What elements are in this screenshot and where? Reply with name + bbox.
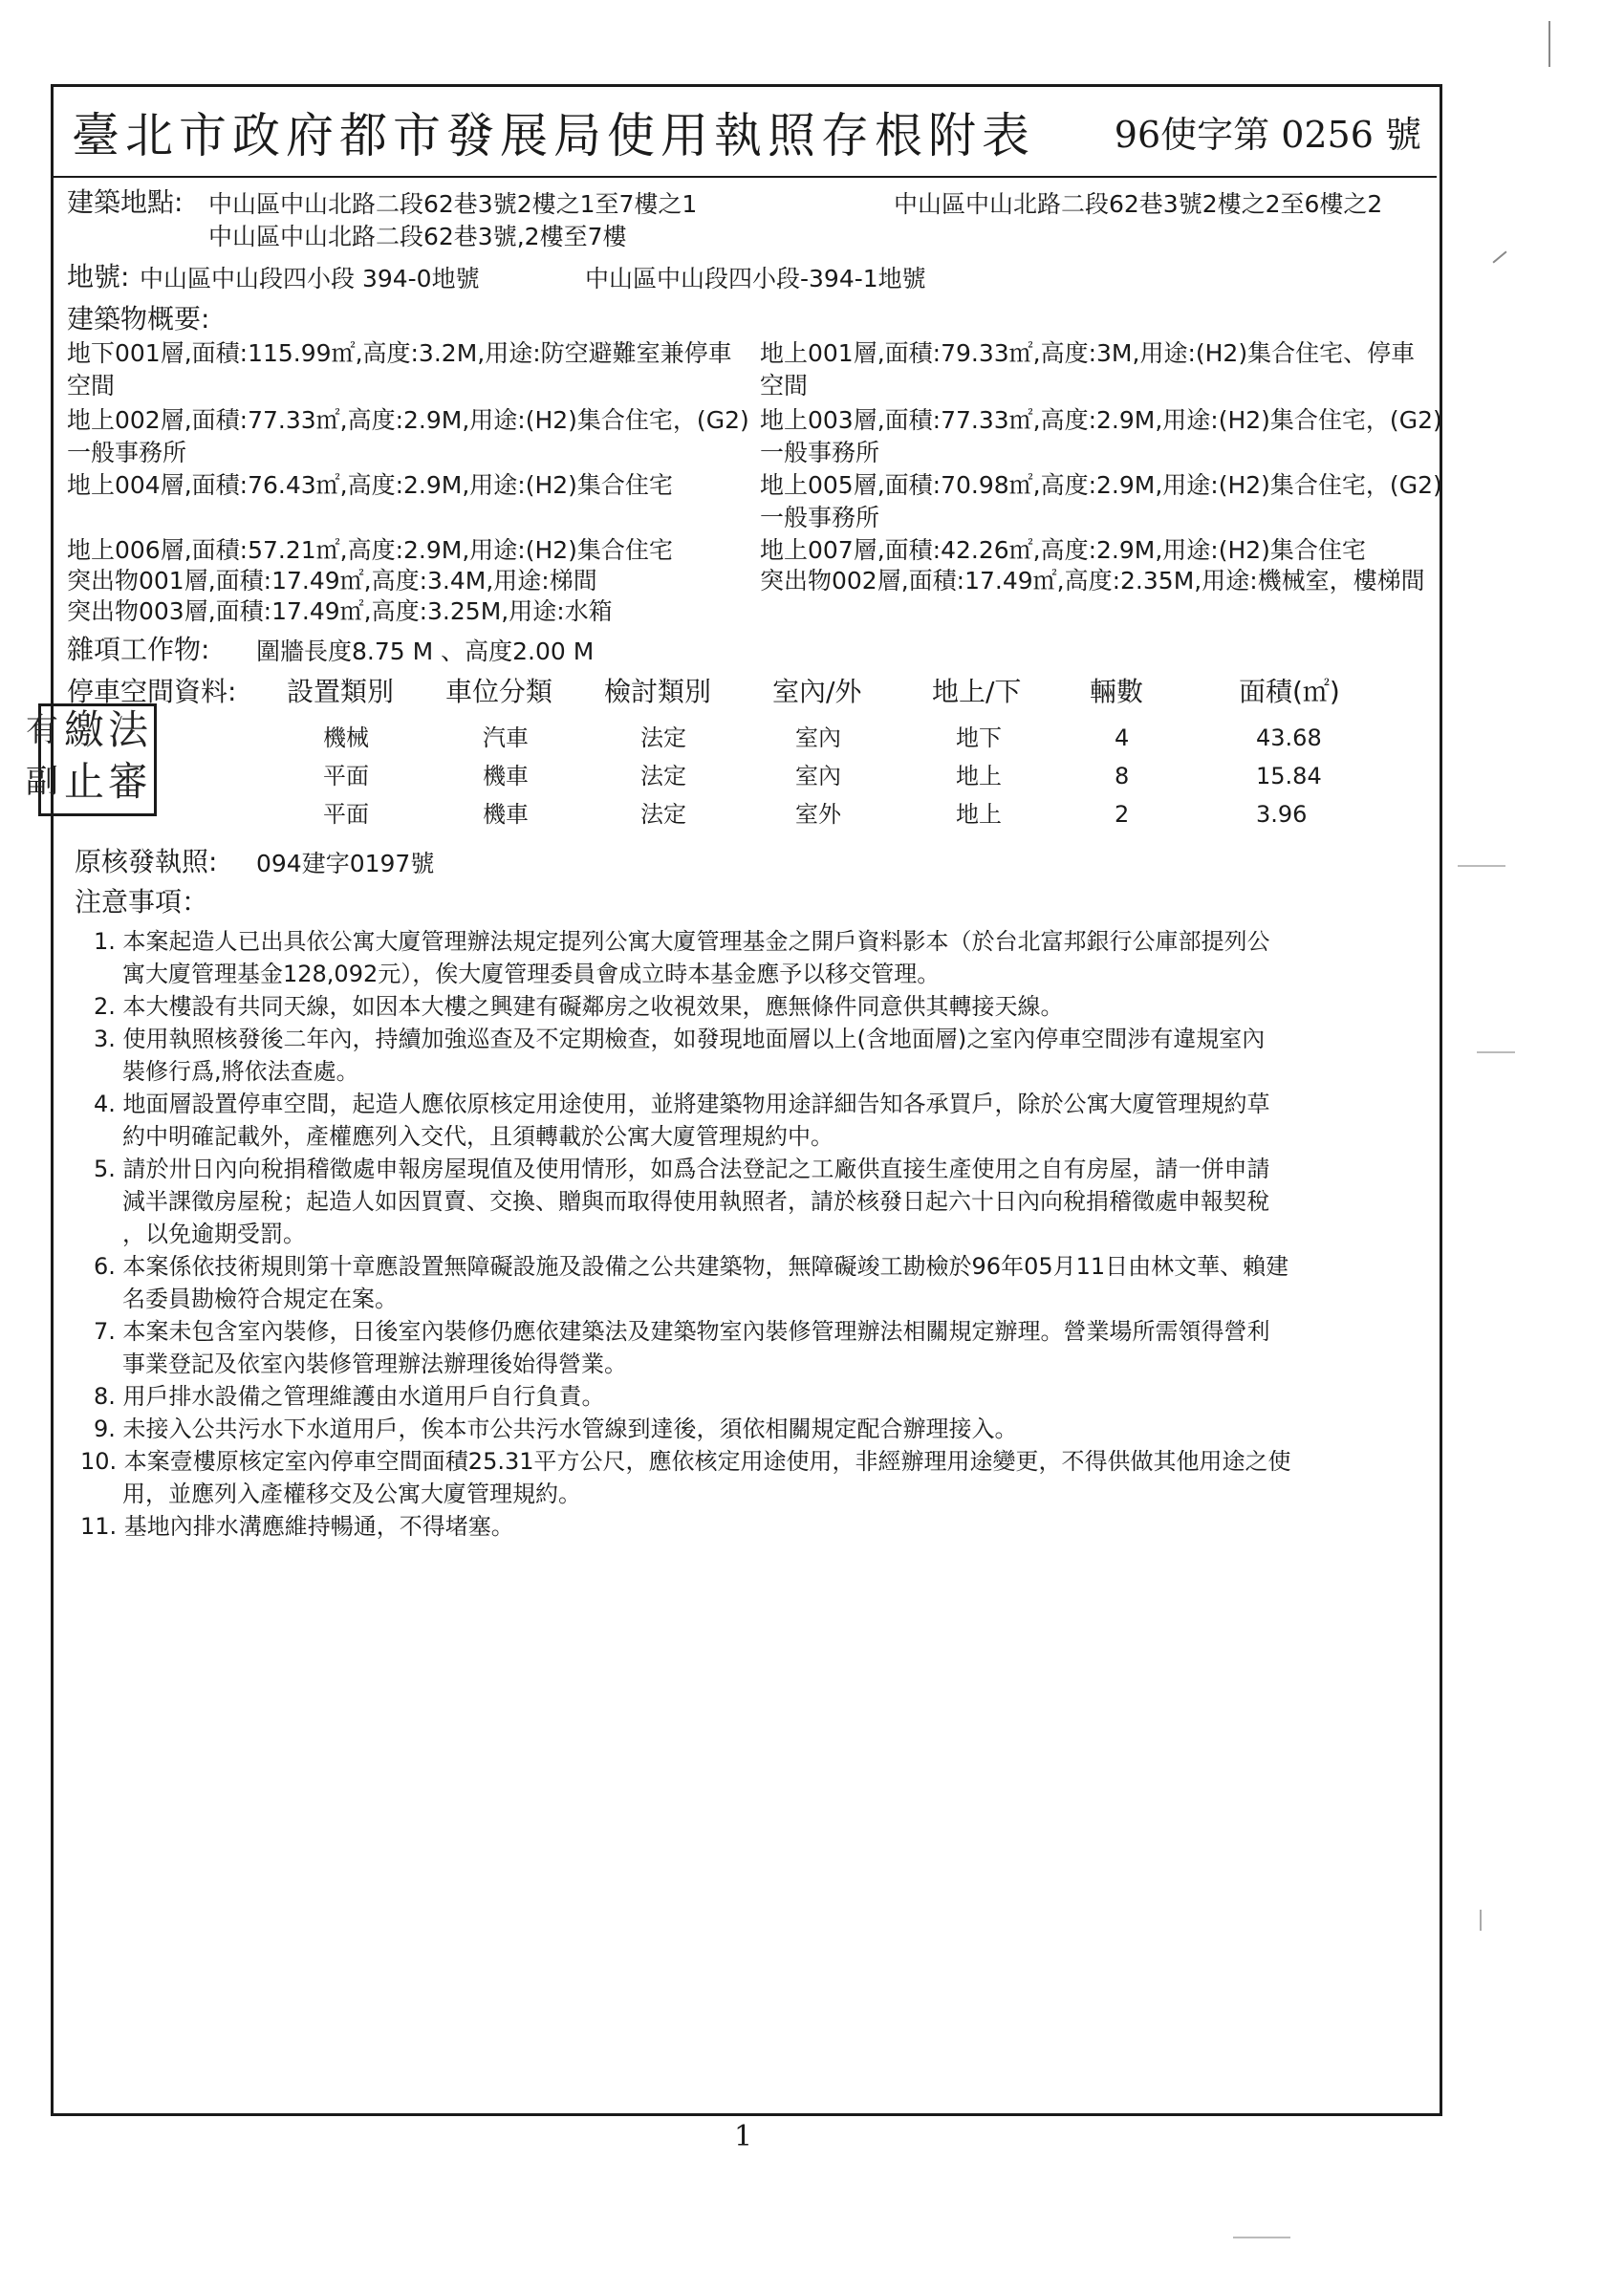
note-line: 11. 基地內排水溝應維持暢通，不得堵塞。 bbox=[80, 1513, 514, 1540]
stamp-char-5: 有 bbox=[26, 711, 58, 749]
parking-row-1-level: 地下 bbox=[956, 724, 1002, 751]
note-line: 9. 未接入公共污水下水道用戶，俟本市公共污水管線到達後，須依相關規定配合辦理接入。 bbox=[94, 1416, 1018, 1442]
site-address-3: 中山區中山北路二段62巷3號,2樓至7樓 bbox=[208, 223, 627, 250]
stamp-char-4: 止 bbox=[64, 758, 105, 805]
parking-row-1-area: 43.68 bbox=[1256, 724, 1322, 751]
parking-row-1-indoor: 室內 bbox=[795, 724, 841, 751]
floor-2-line-2: 一般事務所 bbox=[67, 439, 187, 466]
note-line: 寓大廈管理基金128,092元），俟大廈管理委員會成立時本基金應予以移交管理。 bbox=[122, 961, 941, 987]
note-line: 10. 本案壹樓原核定室內停車空間面積25.31平方公尺，應依核定用途使用，非經辦理用途變更，不得供做其他用途之使 bbox=[80, 1448, 1291, 1475]
site-label: 建築地點: bbox=[67, 186, 184, 218]
parking-row-2-type: 平面 bbox=[323, 763, 369, 789]
scan-mark bbox=[1477, 1051, 1515, 1053]
note-line: 用，並應列入產權移交及公寓大廈管理規約。 bbox=[122, 1481, 581, 1507]
parking-row-1-type: 機械 bbox=[323, 724, 369, 751]
parking-row-3-review: 法定 bbox=[640, 801, 686, 828]
title-row bbox=[51, 84, 1437, 178]
parking-row-1-review: 法定 bbox=[640, 724, 686, 751]
floor-b1-line-2: 空間 bbox=[67, 372, 116, 400]
roof-1: 突出物001層,面積:17.49㎡,高度:3.4M,用途:梯間 bbox=[67, 567, 597, 595]
official-seal-stamp bbox=[26, 703, 157, 816]
floor-6: 地上006層,面積:57.21㎡,高度:2.9M,用途:(H2)集合住宅 bbox=[67, 536, 673, 564]
parking-header-review: 檢討類別 bbox=[604, 676, 712, 707]
page-title: 臺北市政府都市發展局使用執照存根附表 bbox=[72, 108, 1035, 163]
parking-header-vehicle: 車位分類 bbox=[445, 676, 553, 707]
scan-mark bbox=[1233, 2237, 1290, 2238]
note-line: 6. 本案係依技術規則第十章應設置無障礙設施及設備之公共建築物，無障礙竣工勘檢於96年05月11日由林文華、賴建 bbox=[94, 1253, 1289, 1280]
parking-header-area: 面積(㎡) bbox=[1239, 676, 1340, 707]
note-line: 7. 本案未包含室內裝修，日後室內裝修仍應依建築法及建築物室內裝修管理辦法相關規定辦理。營業場所需領得營利 bbox=[94, 1318, 1270, 1345]
lot-number-2: 中山區中山段四小段-394-1地號 bbox=[585, 265, 926, 292]
parking-header-indoor: 室內/外 bbox=[772, 676, 862, 707]
lot-label: 地號: bbox=[67, 261, 130, 292]
page-number: 1 bbox=[734, 2120, 753, 2153]
note-line: 4. 地面層設置停車空間，起造人應依原核定用途使用，並將建築物用途詳細告知各承買戶，除於公寓大廈管理規約草 bbox=[94, 1091, 1270, 1117]
site-address-2: 中山區中山北路二段62巷3號2樓之2至6樓之2 bbox=[894, 190, 1383, 218]
parking-label: 停車空間資料: bbox=[67, 676, 237, 707]
site-address-1: 中山區中山北路二段62巷3號2樓之1至7樓之1 bbox=[208, 190, 698, 218]
roof-2: 突出物002層,面積:17.49㎡,高度:2.35M,用途:機械室，樓梯間 bbox=[760, 567, 1425, 595]
stamp-char-2: 審 bbox=[108, 758, 149, 805]
parking-header-level: 地上/下 bbox=[932, 676, 1022, 707]
parking-row-3-area: 3.96 bbox=[1256, 801, 1308, 828]
note-line: ，以免逾期受罰。 bbox=[122, 1221, 306, 1247]
stamp-char-1: 法 bbox=[108, 706, 149, 753]
floor-5-line-1: 地上005層,面積:70.98㎡,高度:2.9M,用途:(H2)集合住宅，(G2) bbox=[760, 471, 1442, 499]
original-license-label: 原核發執照: bbox=[75, 846, 218, 877]
floor-b1-line-1: 地下001層,面積:115.99㎡,高度:3.2M,用途:防空避難室兼停車 bbox=[67, 339, 732, 367]
note-line: 1. 本案起造人已出具依公寓大廈管理辦法規定提列公寓大廈管理基金之開戶資料影本（於台北富邦銀行公庫部提列公 bbox=[94, 928, 1270, 955]
roof-3: 突出物003層,面積:17.49㎡,高度:3.25M,用途:水箱 bbox=[67, 597, 613, 625]
note-line: 3. 使用執照核發後二年內，持續加強巡查及不定期檢查，如發現地面層以上(含地面層)之室內停車空間涉有違規室內 bbox=[94, 1026, 1266, 1052]
scan-mark bbox=[1548, 21, 1550, 67]
parking-row-3-level: 地上 bbox=[956, 801, 1002, 828]
parking-row-2-vehicle: 機車 bbox=[483, 763, 529, 789]
parking-row-3-type: 平面 bbox=[323, 801, 369, 828]
lot-number-1: 中山區中山段四小段 394-0地號 bbox=[140, 265, 480, 292]
floor-5-line-2: 一般事務所 bbox=[760, 504, 880, 531]
notes-label: 注意事項： bbox=[75, 886, 209, 918]
parking-row-1-vehicle: 汽車 bbox=[483, 724, 529, 751]
notes-list bbox=[80, 925, 1432, 1543]
scan-mark bbox=[1480, 1910, 1482, 1931]
parking-row-2-area: 15.84 bbox=[1256, 763, 1322, 789]
parking-row-3-indoor: 室外 bbox=[795, 801, 841, 828]
note-line: 事業登記及依室內裝修管理辦法辦理後始得營業。 bbox=[122, 1351, 627, 1377]
building-summary-label: 建築物概要: bbox=[67, 303, 210, 335]
note-line: 裝修行爲,將依法查處。 bbox=[122, 1058, 359, 1085]
parking-row-2-count: 8 bbox=[1115, 763, 1130, 789]
permit-number: 96使字第 0256 號 bbox=[1114, 114, 1421, 156]
parking-row-2-level: 地上 bbox=[956, 763, 1002, 789]
floor-3-line-1: 地上003層,面積:77.33㎡,高度:2.9M,用途:(H2)集合住宅，(G2) bbox=[760, 406, 1442, 434]
floor-2-line-1: 地上002層,面積:77.33㎡,高度:2.9M,用途:(H2)集合住宅，(G2) bbox=[67, 406, 749, 434]
parking-row-2-indoor: 室內 bbox=[795, 763, 841, 789]
floor-4: 地上004層,面積:76.43㎡,高度:2.9M,用途:(H2)集合住宅 bbox=[67, 471, 673, 499]
original-license-value: 094建字0197號 bbox=[256, 850, 435, 877]
scan-mark bbox=[1492, 250, 1506, 263]
note-line: 8. 用戶排水設備之管理維護由水道用戶自行負責。 bbox=[94, 1383, 605, 1410]
note-line: 名委員勘檢符合規定在案。 bbox=[122, 1286, 398, 1312]
note-line: 約中明確記載外，產權應列入交代，且須轉載於公寓大廈管理規約中。 bbox=[122, 1123, 834, 1150]
scan-mark bbox=[1458, 865, 1505, 867]
floor-7: 地上007層,面積:42.26㎡,高度:2.9M,用途:(H2)集合住宅 bbox=[760, 536, 1366, 564]
parking-header-count: 輛數 bbox=[1090, 676, 1144, 707]
misc-works-value: 圍牆長度8.75 M 、高度2.00 M bbox=[256, 638, 595, 665]
parking-row-2-review: 法定 bbox=[640, 763, 686, 789]
stamp-char-3: 繳 bbox=[64, 706, 105, 753]
floor-1-line-1: 地上001層,面積:79.33㎡,高度:3M,用途:(H2)集合住宅、停車 bbox=[760, 339, 1416, 367]
note-line: 2. 本大樓設有共同天線，如因本大樓之興建有礙鄰房之收視效果，應無條件同意供其轉接天線。 bbox=[94, 993, 1064, 1020]
parking-row-1-count: 4 bbox=[1115, 724, 1130, 751]
parking-header-type: 設置類別 bbox=[287, 676, 395, 707]
stamp-char-6: 副 bbox=[26, 763, 58, 801]
parking-row-3-count: 2 bbox=[1115, 801, 1130, 828]
misc-works-label: 雜項工作物: bbox=[67, 634, 210, 665]
note-line: 減半課徵房屋稅；起造人如因買賣、交換、贈與而取得使用執照者，請於核發日起六十日內向稅捐稽徵處申報契稅 bbox=[122, 1188, 1269, 1215]
floor-1-line-2: 空間 bbox=[760, 372, 809, 400]
floor-3-line-2: 一般事務所 bbox=[760, 439, 880, 466]
parking-row-3-vehicle: 機車 bbox=[483, 801, 529, 828]
note-line: 5. 請於卅日內向稅捐稽徵處申報房屋現值及使用情形，如爲合法登記之工廠供直接生產使用之自有房屋，請一併申請 bbox=[94, 1156, 1270, 1182]
